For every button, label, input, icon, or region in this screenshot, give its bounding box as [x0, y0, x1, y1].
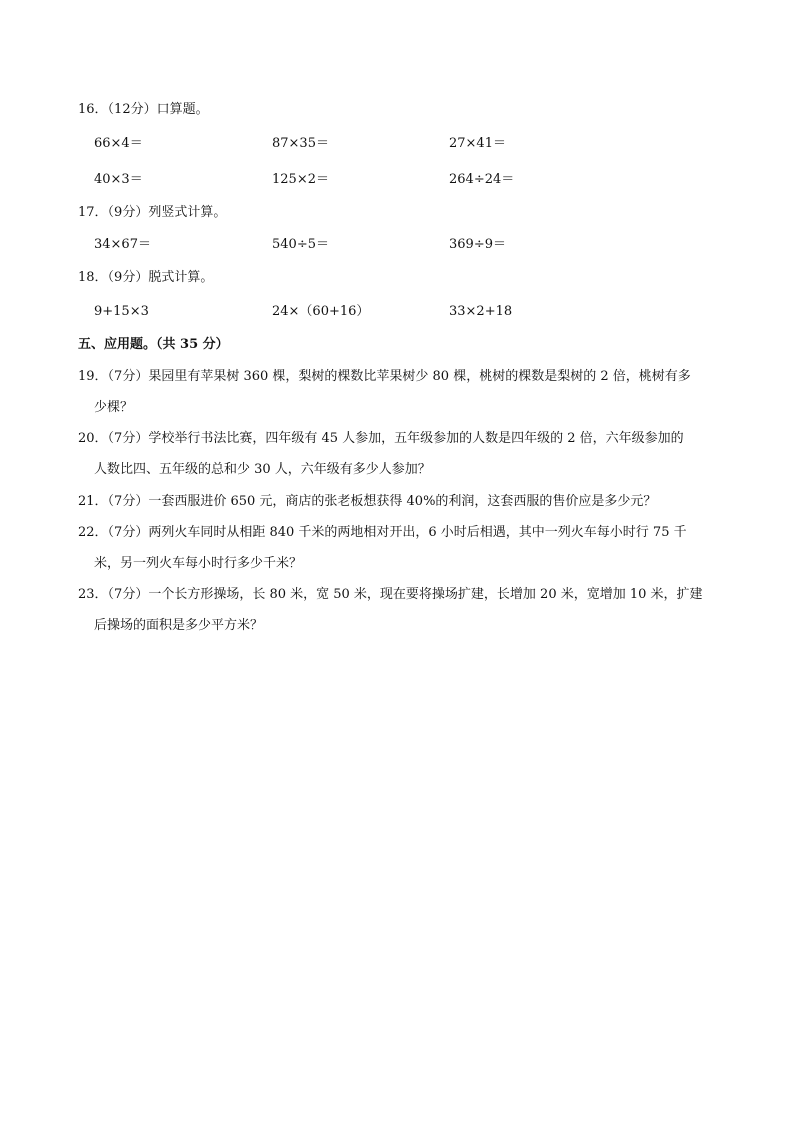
q23-line2: 后操场的面积是多少平方米？ — [94, 618, 264, 633]
q17-item: 369÷9＝ — [449, 237, 506, 252]
q20-line1: 20．（7分）学校举行书法比赛，四年级有 45 人参加，五年级参加的人数是四年级的 2 倍，六年级参加的 — [78, 431, 684, 446]
q20-line2: 人数比四、五年级的总和少 30 人，六年级有多少人参加？ — [94, 462, 431, 477]
q16-item: 40×3＝ — [94, 172, 143, 187]
q22-line2: 米，另一列火车每小时行多少千米？ — [94, 556, 303, 571]
q19-line2: 少棵？ — [94, 400, 134, 415]
q16-item: 264÷24＝ — [449, 172, 515, 187]
q18-item: 24×（60+16） — [272, 304, 370, 319]
q16-title: 16．（12分）口算题。 — [78, 102, 209, 117]
q17-item: 540÷5＝ — [272, 237, 329, 252]
q16-item: 87×35＝ — [272, 136, 329, 151]
section-title-applied-problems: 五、应用题。（共 35 分） — [78, 337, 229, 352]
q23-line1: 23．（7分）一个长方形操场，长 80 米，宽 50 米，现在要将操场扩建，长增加 20 米，宽增加 10 米，扩建 — [78, 587, 703, 602]
q16-item: 27×41＝ — [449, 136, 506, 151]
q18-title: 18．（9分）脱式计算。 — [78, 270, 214, 285]
q17-title: 17．（9分）列竖式计算。 — [78, 205, 227, 220]
q22-line1: 22．（7分）两列火车同时从相距 840 千米的两地相对开出，6 小时后相遇，其中一列火车每小时行 75 千 — [78, 525, 687, 540]
q18-item: 9+15×3 — [94, 304, 149, 319]
q16-item: 125×2＝ — [272, 172, 329, 187]
q19-line1: 19．（7分）果园里有苹果树 360 棵，梨树的棵数比苹果树少 80 棵，桃树的棵数是梨树的 2 倍，桃树有多 — [78, 369, 691, 384]
q21-line1: 21．（7分）一套西服进价 650 元，商店的张老板想获得 40%的利润，这套西服的售价应是多少元？ — [78, 494, 657, 509]
q17-item: 34×67＝ — [94, 237, 151, 252]
q16-item: 66×4＝ — [94, 136, 143, 151]
q18-item: 33×2+18 — [449, 304, 513, 319]
